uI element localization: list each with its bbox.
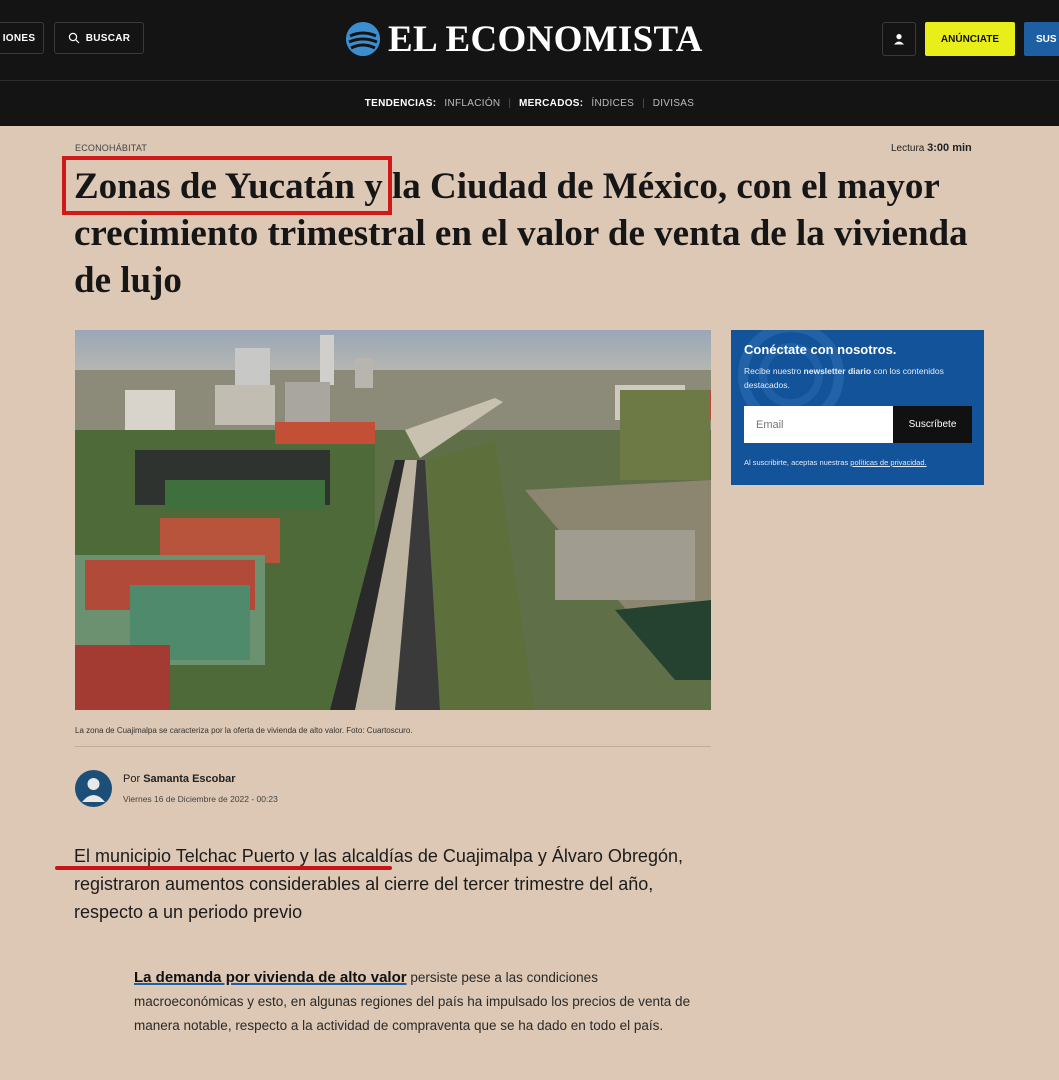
byline [123, 773, 236, 785]
subscribe-button[interactable] [1024, 22, 1059, 56]
article-photo [75, 330, 711, 710]
nav-link-divisas[interactable]: DIVISAS [652, 98, 695, 109]
person-icon [75, 770, 112, 807]
secciones-button[interactable] [0, 22, 44, 54]
paragraph-text: persiste pese a las condiciones macroeconómicas y esto, en algunas regiones del país ha impulsado los precios de venta de manera notable, respecto a la actividad de compraventa que se ha dado en todo el país. [134, 970, 691, 1033]
nav-link-indices[interactable]: ÍNDICES [591, 98, 635, 109]
lead-highlight-underline [55, 866, 392, 870]
inline-article-link[interactable]: La demanda por vivienda de alto valor [134, 969, 407, 986]
nav-link-inflacion[interactable]: INFLACIÓN [444, 98, 501, 109]
logo-text: EL ECONOMISTA [388, 18, 703, 60]
article-headline: Zonas de Yucatán y la Ciudad de México, con el mayor crecimiento trimestral en el valor de venta de la vivienda de lujo [74, 166, 968, 301]
reading-time [891, 142, 972, 154]
user-account-button[interactable] [882, 22, 916, 56]
search-button[interactable] [54, 22, 144, 54]
logo-globe-icon [346, 22, 380, 56]
newsletter-subscribe-button[interactable]: Suscríbete [893, 406, 972, 443]
section-tag[interactable]: ECONOHÁBITAT [75, 143, 148, 153]
nav-separator: | [508, 98, 512, 109]
newsletter-text: con los contenidos destacados. [744, 366, 944, 390]
subscribe-label: SUS [1036, 33, 1057, 45]
byline-prefix: Por [123, 773, 141, 785]
secciones-label: IONES [2, 32, 36, 44]
author-name[interactable]: Samanta Escobar [143, 773, 236, 785]
newsletter-text: Recibe nuestro [744, 366, 804, 376]
nav-tendencias-label: TENDENCIAS: [364, 98, 437, 109]
anunciate-label: ANÚNCIATE [940, 33, 1000, 45]
user-icon [893, 33, 905, 45]
publish-date: Viernes 16 de Diciembre de 2022 - 00:23 [123, 794, 278, 804]
reading-label: Lectura [891, 143, 925, 154]
nav-separator: | [642, 98, 645, 109]
headline-highlight-box [62, 156, 392, 215]
newsletter-text-strong: newsletter diario [803, 366, 872, 376]
search-label: BUSCAR [85, 32, 131, 44]
newsletter-box [731, 330, 984, 485]
legal-text: Al suscribirte, aceptas nuestras [744, 458, 851, 467]
article-paragraph [134, 966, 702, 1038]
nav-mercados-label: MERCADOS: [519, 98, 584, 109]
search-icon [68, 32, 80, 44]
email-field[interactable] [744, 406, 893, 443]
privacy-policy-link[interactable]: políticas de privacidad. [850, 458, 927, 467]
trending-nav [0, 80, 1059, 126]
top-bar [0, 0, 1059, 80]
newsletter-description [744, 364, 974, 392]
divider [75, 746, 711, 747]
reading-time-value: 3:00 min [927, 142, 972, 154]
newsletter-legal [744, 458, 927, 467]
article-lead: El municipio Telchac Puerto y las alcaldías de Cuajimalpa y Álvaro Obregón, registraron aumentos considerables al cierre del tercer trimestre del año, respecto a un periodo previo [74, 846, 683, 922]
photo-caption: La zona de Cuajimalpa se caracteriza por la oferta de vivienda de alto valor. Foto: Cuartoscuro. [75, 726, 413, 735]
author-avatar[interactable] [75, 770, 112, 807]
site-logo[interactable] [346, 18, 703, 60]
newsletter-title: Conéctate con nosotros. [744, 342, 897, 357]
anunciate-button[interactable] [925, 22, 1015, 56]
